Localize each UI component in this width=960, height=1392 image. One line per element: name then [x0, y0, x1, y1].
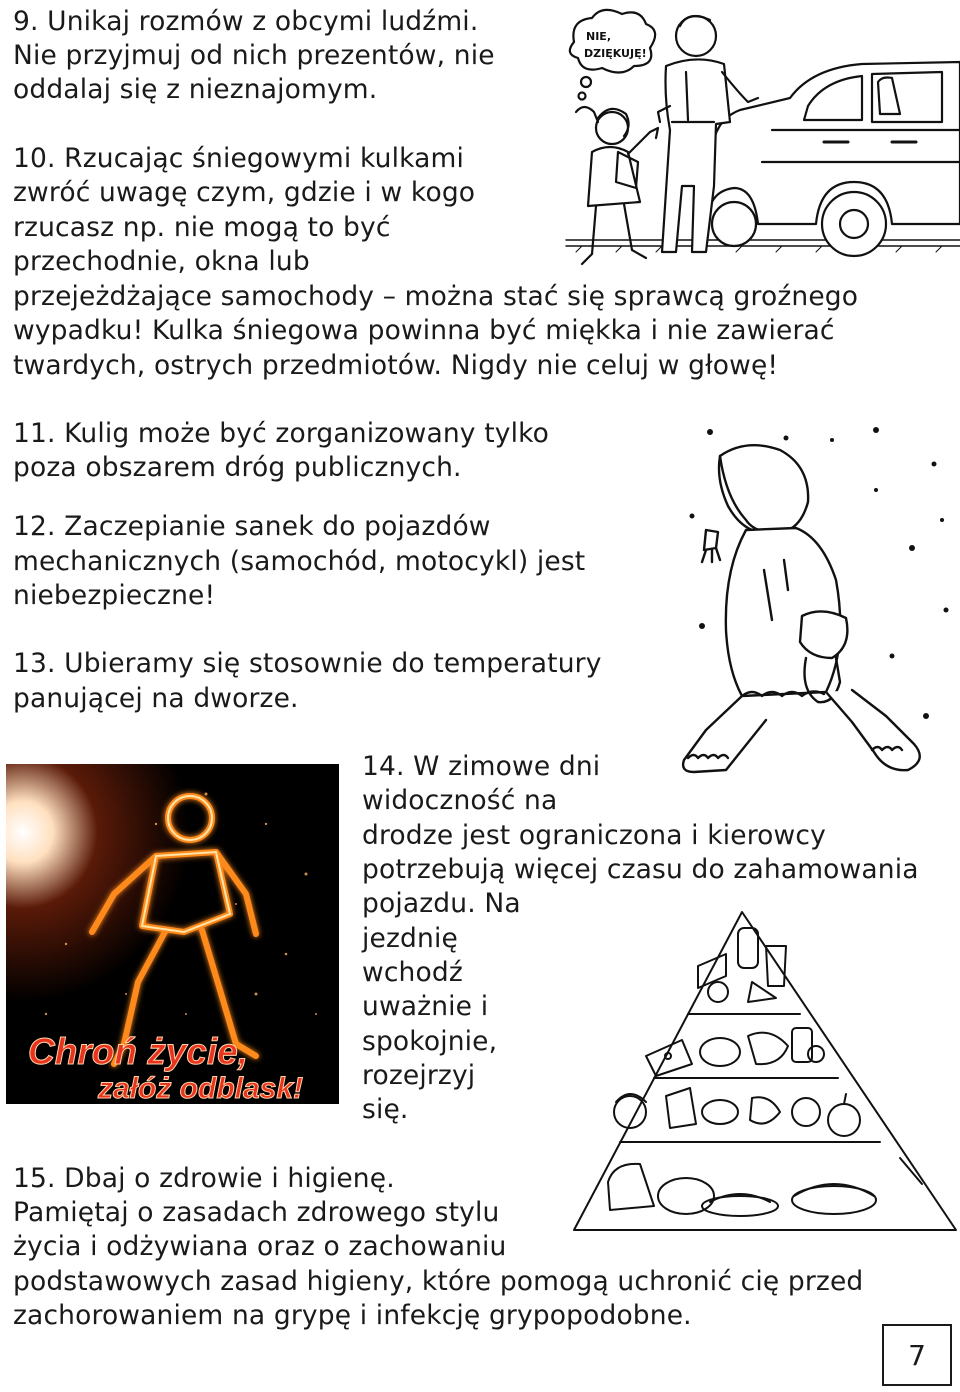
rule-14-line-3: drodze jest ograniczona i kierowcy — [362, 820, 826, 851]
rule-14-line-11: się. — [362, 1094, 409, 1125]
rule-9-line-3: oddalaj się z nieznajomym. — [13, 74, 378, 105]
page-number: 7 — [882, 1324, 952, 1386]
rule-11-line-2: poza obszarem dróg publicznych. — [13, 452, 462, 483]
rule-15-line-4: podstawowych zasad higieny, które pomogą uchronić cię przed — [13, 1266, 864, 1297]
rule-10-line-1: 10. Rzucając śniegowymi kulkami — [13, 143, 464, 174]
rule-9-line-2: Nie przyjmuj od nich prezentów, nie — [13, 40, 495, 71]
rule-14-line-6: jezdnię — [362, 923, 458, 954]
rule-15-line-1: 15. Dbaj o zdrowie i higienę. — [13, 1163, 395, 1194]
stranger-car-illustration — [562, 2, 960, 274]
poster-slogan-line-1: Chroń życie, — [28, 1031, 248, 1072]
rule-14-line-2: widoczność na — [362, 785, 558, 816]
rule-10-line-2: zwróć uwagę czym, gdzie i w kogo — [13, 177, 476, 208]
rule-11-line-1: 11. Kulig może być zorganizowany tylko — [13, 418, 550, 449]
rule-12-line-3: niebezpieczne! — [13, 580, 216, 611]
rule-10-line-3: rzucasz np. nie mogą to być — [13, 212, 391, 243]
rule-14-line-9: spokojnie, — [362, 1026, 498, 1057]
rule-9-line-1: 9. Unikaj rozmów z obcymi ludźmi. — [13, 6, 479, 37]
rule-14-line-7: wchodź — [362, 957, 463, 988]
rule-14-line-5: pojazdu. Na — [362, 888, 521, 919]
rule-14-line-1: 14. W zimowe dni — [362, 751, 601, 782]
rule-14-line-8: uważnie i — [362, 991, 489, 1022]
rule-15-line-5: zachorowaniem na grypę i infekcję grypopodobne. — [13, 1300, 692, 1331]
reflective-vest-poster — [6, 764, 339, 1104]
rule-15-line-2: Pamiętaj o zasadach zdrowego stylu — [13, 1197, 500, 1228]
rule-10-line-7: twardych, ostrych przedmiotów. Nigdy nie celuj w głowę! — [13, 350, 779, 381]
bubble-line-1: NIE, — [586, 30, 611, 43]
poster-slogan-line-2: załóż odblask! — [98, 1072, 304, 1104]
rule-10-line-4: przechodnie, okna lub — [13, 246, 310, 277]
rule-13-line-1: 13. Ubieramy się stosownie do temperatury — [13, 648, 602, 679]
rule-12-line-1: 12. Zaczepianie sanek do pojazdów — [13, 511, 491, 542]
food-pyramid-illustration — [570, 906, 960, 1236]
winter-clothing-illustration — [676, 420, 960, 794]
rule-12-line-2: mechanicznych (samochód, motocykl) jest — [13, 546, 586, 577]
rule-14-line-4: potrzebują więcej czasu do zahamowania — [362, 854, 919, 885]
rule-15-line-3: życia i odżywiana oraz o zachowaniu — [13, 1231, 507, 1262]
rule-10-line-6: wypadku! Kulka śniegowa powinna być miękka i nie zawierać — [13, 315, 835, 346]
rule-13-line-2: panującej na dworze. — [13, 683, 299, 714]
rule-14-line-10: rozejrzyj — [362, 1060, 476, 1091]
bubble-line-2: DZIĘKUJĘ! — [584, 47, 647, 60]
rule-10-line-5: przejeżdżające samochody – można stać się sprawcą groźnego — [13, 281, 859, 312]
